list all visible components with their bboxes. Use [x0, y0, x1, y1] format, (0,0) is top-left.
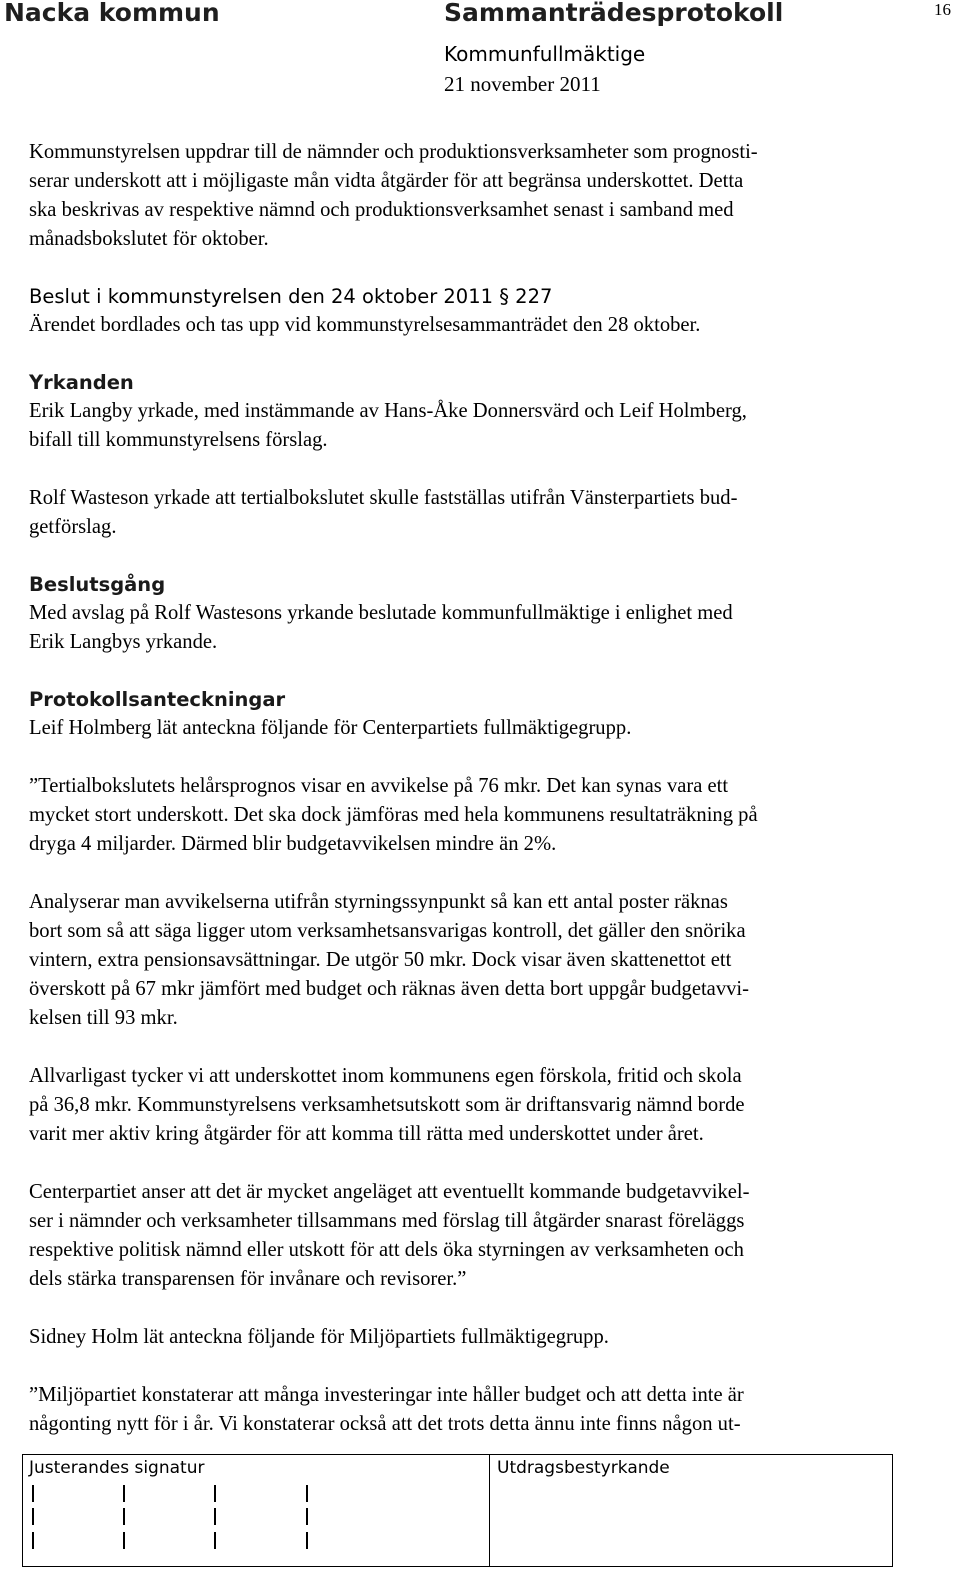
text-line: Rolf Wasteson yrkade att tertialbokslutet skulle fastställas utifrån Vänsterpartiets bud- — [29, 487, 738, 509]
document-type: Sammanträdesprotokoll — [444, 0, 784, 27]
protokoll-intro: Leif Holmberg lät anteckna följande för Centerpartiets fullmäktigegrupp. — [29, 717, 632, 739]
signature-slot — [32, 1485, 34, 1502]
text-line: dels stärka transparensen för invånare och revisorer.” — [29, 1268, 467, 1290]
text-line: varit mer aktiv kring åtgärder för att komma till rätta med underskottet under året. — [29, 1123, 704, 1145]
protokoll-heading: Protokollsanteckningar — [29, 688, 286, 711]
beslutsgang-heading: Beslutsgång — [29, 573, 166, 596]
text-line: Analyserar man avvikelserna utifrån styrningssynpunkt så kan ett antal poster räknas — [29, 891, 728, 913]
meeting-body: Kommunfullmäktige — [444, 42, 646, 66]
signature-slot — [123, 1485, 125, 1502]
text-line: Med avslag på Rolf Wastesons yrkande beslutade kommunfullmäktige i enlighet med — [29, 602, 733, 624]
page-number: 16 — [934, 0, 951, 19]
text-line: bort som så att säga ligger utom verksamhetsansvarigas kontroll, det gäller den snörika — [29, 920, 746, 942]
signature-slot — [306, 1532, 308, 1549]
ks-decision-heading: Beslut i kommunstyrelsen den 24 oktober 2011 § 227 — [29, 285, 553, 308]
text-line: Centerpartiet anser att det är mycket angeläget att eventuellt kommande budgetavvikel- — [29, 1181, 750, 1203]
meeting-date: 21 november 2011 — [444, 72, 601, 96]
text-line: Allvarligast tycker vi att underskottet inom kommunens egen förskola, fritid och skola — [29, 1065, 742, 1087]
text-line: ”Miljöpartiet konstaterar att många investeringar inte håller budget och att detta inte är — [29, 1384, 744, 1406]
extract-label: Utdragsbestyrkande — [497, 1458, 670, 1478]
text-line: getförslag. — [29, 516, 117, 538]
text-line: månadsbokslutet för oktober. — [29, 228, 269, 250]
signature-footer — [22, 1454, 893, 1567]
text-line: ”Tertialbokslutets helårsprognos visar en avvikelse på 76 mkr. Det kan synas vara ett — [29, 775, 729, 797]
text-line: bifall till kommunstyrelsens förslag. — [29, 429, 328, 451]
ks-decision-text: Ärendet bordlades och tas upp vid kommunstyrelsesammanträdet den 28 oktober. — [29, 314, 701, 336]
text-line: mycket stort underskott. Det ska dock jämföras med hela kommunens resultaträkning på — [29, 804, 758, 826]
yrkanden-heading: Yrkanden — [29, 371, 134, 394]
text-line: vintern, extra pensionsavsättningar. De utgör 50 mkr. Dock visar även skattenettot ett — [29, 949, 732, 971]
signature-slot — [214, 1532, 216, 1549]
signature-slot — [214, 1485, 216, 1502]
signature-box — [23, 1455, 490, 1566]
signature-label: Justerandes signatur — [29, 1458, 205, 1478]
text-line: ser i nämnder och verksamheter tillsammans med förslag till åtgärder snarast föreläggs — [29, 1210, 745, 1232]
text-line: dryga 4 miljarder. Därmed blir budgetavvikelsen mindre än 2%. — [29, 833, 557, 855]
text-line: på 36,8 mkr. Kommunstyrelsens verksamhetsutskott som är driftansvarig nämnd borde — [29, 1094, 745, 1116]
text-line: respektive politisk nämnd eller utskott för att dels öka styrningen av verksamheten och — [29, 1239, 744, 1261]
text-line: kelsen till 93 mkr. — [29, 1007, 178, 1029]
text-line: Erik Langby yrkade, med instämmande av Hans-Åke Donnersvärd och Leif Holmberg, — [29, 400, 747, 422]
text-line: ska beskrivas av respektive nämnd och produktionsverksamhet senast i samband med — [29, 199, 734, 221]
signature-slot — [123, 1508, 125, 1525]
paragraph-intro — [29, 138, 909, 254]
text-line: någonting nytt för i år. Vi konstaterar också att det trots detta ännu inte finns någon ut- — [29, 1413, 741, 1435]
signature-slot — [306, 1508, 308, 1525]
text-line: Erik Langbys yrkande. — [29, 631, 218, 653]
text-line: serar underskott att i möjligaste mån vidta åtgärder för att begränsa underskottet. Detta — [29, 170, 744, 192]
mp-intro: Sidney Holm lät anteckna följande för Miljöpartiets fullmäktigegrupp. — [29, 1326, 609, 1348]
organization-name: Nacka kommun — [4, 0, 220, 27]
signature-slot — [214, 1508, 216, 1525]
signature-slot — [306, 1485, 308, 1502]
signature-slot — [32, 1532, 34, 1549]
signature-slot — [32, 1508, 34, 1525]
protocol-body — [29, 138, 909, 1439]
text-line: Kommunstyrelsen uppdrar till de nämnder och produktionsverksamheter som prognosti- — [29, 141, 758, 163]
signature-slot — [123, 1532, 125, 1549]
text-line: överskott på 67 mkr jämfört med budget och räknas även detta bort uppgår budgetavvi- — [29, 978, 749, 1000]
